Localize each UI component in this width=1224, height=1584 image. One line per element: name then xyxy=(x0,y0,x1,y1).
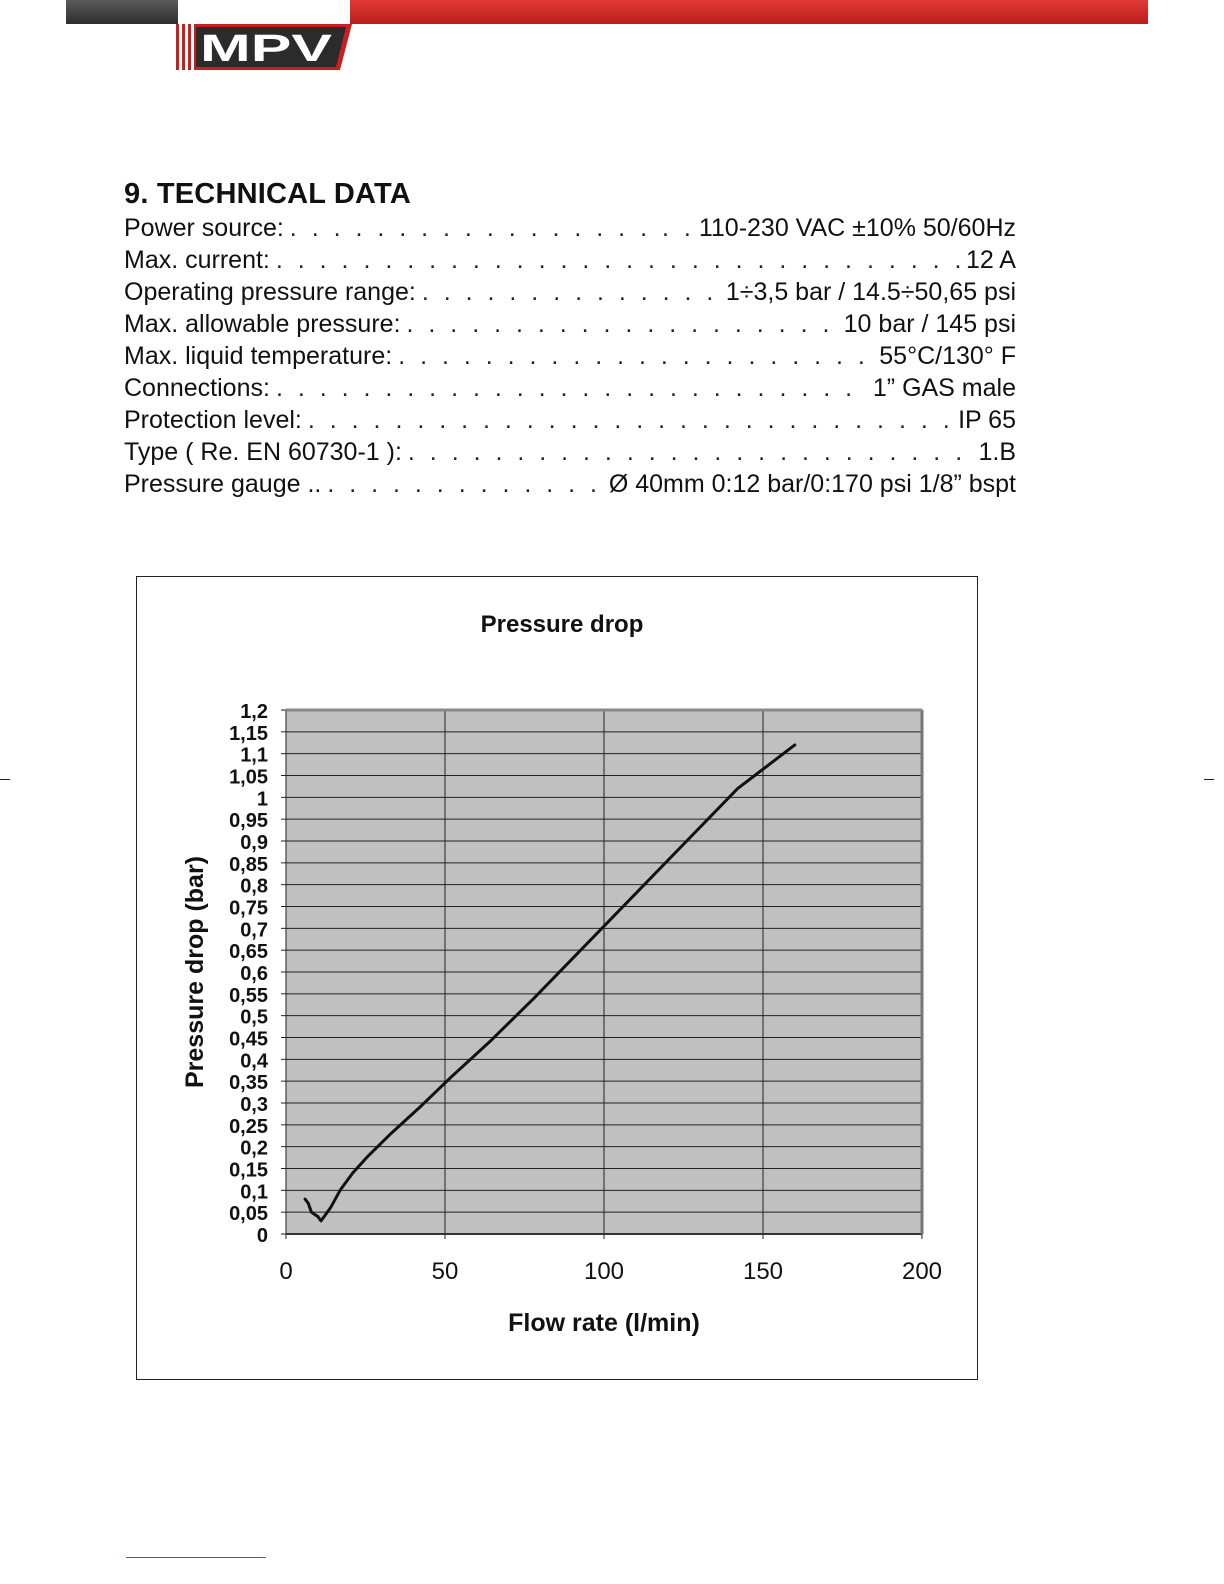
spec-label: Type ( Re. EN 60730-1 ): xyxy=(124,438,402,466)
y-tick-label: 0,45 xyxy=(229,1028,268,1051)
dot-leader xyxy=(276,244,960,276)
y-tick-label: 0,5 xyxy=(240,1006,268,1029)
y-tick-label: 0,95 xyxy=(229,810,268,833)
y-tick-label: 0,1 xyxy=(240,1181,268,1204)
y-tick-label: 0,8 xyxy=(240,875,268,898)
pressure-drop-chart xyxy=(137,577,979,1381)
spec-value: IP 65 xyxy=(958,406,1016,434)
spec-row xyxy=(124,436,1016,468)
y-tick-label: 0 xyxy=(256,1225,268,1247)
x-tick-label: 100 xyxy=(583,1258,625,1285)
y-tick-label: 1 xyxy=(256,788,268,811)
spec-label: Max. current: xyxy=(124,246,270,274)
spec-row xyxy=(124,372,1016,404)
spec-value: 55°C/130° F xyxy=(879,342,1016,370)
y-tick-label: 0,4 xyxy=(240,1050,268,1073)
spec-row xyxy=(124,404,1016,436)
dot-leader xyxy=(290,212,693,244)
spec-value: Ø 40mm 0:12 bar/0:170 psi 1/8” bspt xyxy=(608,470,1016,498)
spec-row xyxy=(124,308,1016,340)
spec-value: 1.B xyxy=(978,438,1016,466)
y-tick-label: 1,15 xyxy=(229,722,268,745)
spec-value: 110-230 VAC ±10% 50/60Hz xyxy=(698,214,1016,242)
x-axis-label: Flow rate (l/min) xyxy=(508,1309,700,1337)
section-title: 9. TECHNICAL DATA xyxy=(124,178,411,210)
y-tick-label: 0,6 xyxy=(240,963,268,985)
x-tick-label: 0 xyxy=(279,1258,293,1285)
mpv-logo xyxy=(176,24,352,70)
y-tick-label: 0,65 xyxy=(229,941,268,964)
logo-text: MPV xyxy=(200,28,334,70)
footer-rule xyxy=(126,1557,266,1558)
y-tick-label: 0,35 xyxy=(229,1072,268,1095)
spec-label: Protection level: xyxy=(124,406,302,434)
spec-label: Pressure gauge .. xyxy=(124,470,322,498)
y-tick-label: 0,9 xyxy=(240,832,268,854)
spec-row xyxy=(124,244,1016,276)
y-tick-label: 0,3 xyxy=(240,1094,268,1116)
y-tick-label: 0,85 xyxy=(229,853,268,876)
dot-leader xyxy=(407,308,838,340)
y-tick-label: 0,2 xyxy=(240,1137,268,1160)
y-axis-label: Pressure drop (bar) xyxy=(181,855,209,1089)
spec-row xyxy=(124,340,1016,372)
spec-value: 12 A xyxy=(965,246,1016,274)
y-tick-label: 0,75 xyxy=(229,897,268,920)
x-tick-label: 200 xyxy=(901,1258,943,1285)
spec-value: 10 bar / 145 psi xyxy=(843,310,1016,338)
dot-leader xyxy=(327,468,602,500)
spec-row xyxy=(124,468,1016,500)
spec-row xyxy=(124,276,1016,308)
dot-leader xyxy=(422,276,720,308)
dot-leader xyxy=(276,372,867,404)
header-bar-dark xyxy=(66,0,178,24)
y-tick-label: 1,1 xyxy=(240,744,268,767)
header-bar-red xyxy=(350,0,1148,24)
spec-label: Power source: xyxy=(124,214,284,242)
y-tick-label: 0,55 xyxy=(229,984,268,1007)
spec-value: 1÷3,5 bar / 14.5÷50,65 psi xyxy=(725,278,1016,306)
spec-label: Connections: xyxy=(124,374,270,402)
y-tick-label: 0,7 xyxy=(240,919,268,942)
x-tick-label: 150 xyxy=(742,1258,784,1285)
y-tick-label: 1,05 xyxy=(229,766,268,789)
x-tick-label: 50 xyxy=(431,1258,459,1285)
dot-leader xyxy=(308,404,952,436)
spec-label: Operating pressure range: xyxy=(124,278,416,306)
crop-mark-right xyxy=(1204,779,1214,780)
chart-frame xyxy=(136,576,978,1380)
y-tick-label: 0,05 xyxy=(229,1203,268,1226)
spec-value: 1” GAS male xyxy=(872,374,1016,402)
spec-row xyxy=(124,212,1016,244)
spec-list xyxy=(124,212,1016,500)
spec-label: Max. liquid temperature: xyxy=(124,342,393,370)
chart-title: Pressure drop xyxy=(480,611,644,638)
dot-leader xyxy=(408,436,973,468)
dot-leader xyxy=(398,340,873,372)
y-tick-label: 0,15 xyxy=(229,1159,268,1182)
crop-mark-left xyxy=(0,779,10,780)
y-tick-label: 1,2 xyxy=(240,701,268,723)
y-tick-label: 0,25 xyxy=(229,1115,268,1138)
spec-label: Max. allowable pressure: xyxy=(124,310,401,338)
